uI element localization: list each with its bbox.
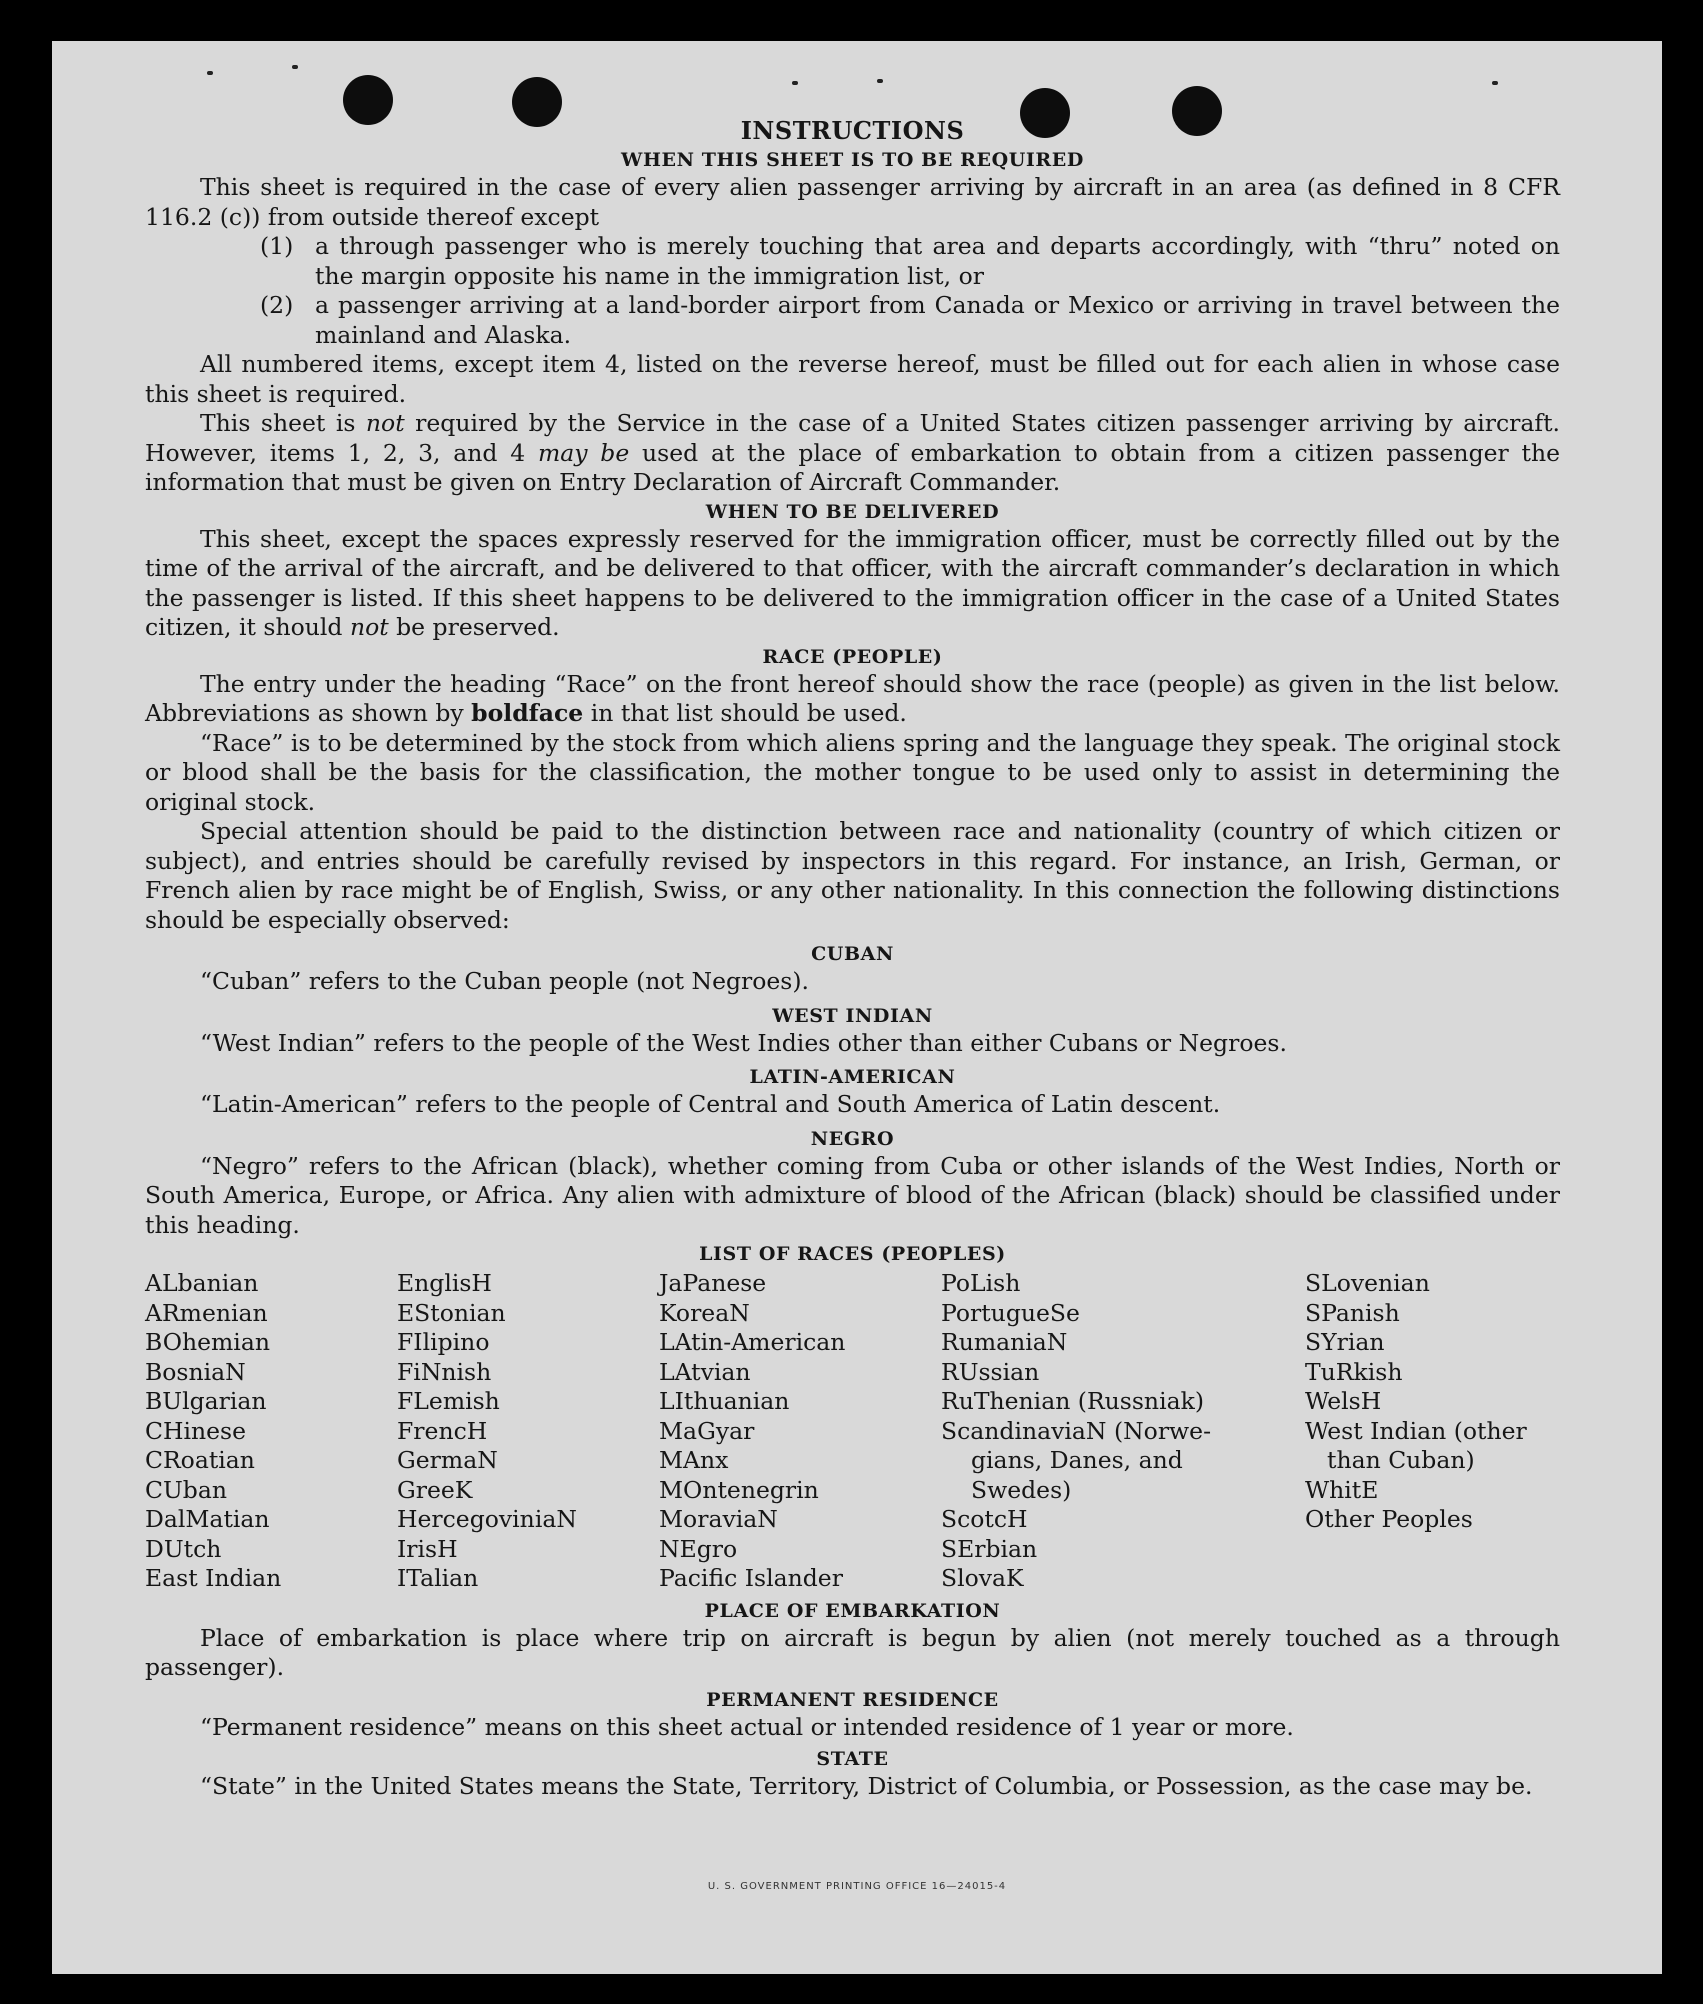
race-entry: EnglisH — [397, 1269, 492, 1297]
race-entry: RuThenian (Russniak) — [941, 1387, 1204, 1415]
race-entry: PoLish — [941, 1269, 1021, 1297]
paragraph-race-entry: The entry under the heading “Race” on the front hereof should show the race (people) as given in the list below. Abbreviations as shown by boldface in that list should be used. — [145, 669, 1560, 727]
heading-when-delivered: WHEN TO BE DELIVERED — [705, 500, 1000, 523]
race-entry: SPanish — [1305, 1298, 1400, 1327]
race-entry: HercegoviniaN — [397, 1505, 577, 1533]
race-entry-continued: than Cuban) — [1327, 1446, 1475, 1474]
race-entry: BOhemian — [145, 1328, 270, 1356]
race-column — [1305, 1269, 1560, 1594]
heading-cuban: CUBAN — [811, 943, 894, 965]
race-entry: GreeK — [397, 1475, 473, 1504]
item-text: a passenger arriving at a land-border airport from Canada or Mexico or arriving in travel between the mainland and Alaska. — [315, 291, 1560, 349]
paragraph-delivery: This sheet, except the spaces expressly reserved for the immigration officer, must be correctly filled out by the time of the arrival of the aircraft, and be delivered to that officer, with the aircraft commander’s declaration in which the passenger is listed. If this sheet happens to be delivered to the immigration officer in the case of a United States citizen, it should not be preserved. — [145, 524, 1560, 641]
heading-list-of-races: LIST OF RACES (PEOPLES) — [699, 1243, 1006, 1265]
paragraph-required-intro: This sheet is required in the case of every alien passenger arriving by aircraft in an area (as defined in 8 CFR 116.2 (c)) from outside thereof except — [145, 173, 1560, 231]
race-entry-continued: Swedes) — [971, 1475, 1072, 1504]
race-entry: TuRkish — [1305, 1357, 1403, 1386]
race-entry: West Indian (other — [1305, 1416, 1527, 1445]
race-entry: East Indian — [145, 1564, 282, 1592]
race-entry: FLemish — [397, 1387, 500, 1415]
exception-item — [145, 232, 1560, 291]
heading-permanent-residence: PERMANENT RESIDENCE — [706, 1688, 999, 1711]
race-entry: FIlipino — [397, 1328, 490, 1356]
race-entry: BosniaN — [145, 1357, 246, 1386]
race-entry: IrisH — [397, 1534, 458, 1563]
printer-imprint: U. S. GOVERNMENT PRINTING OFFICE 16—24015-4 — [707, 1881, 1007, 1892]
race-entry: FrencH — [397, 1416, 488, 1445]
item-number: (2) — [260, 291, 294, 319]
race-entry: LAtin-American — [659, 1328, 846, 1356]
exception-item — [145, 291, 1560, 350]
race-entry: ScandinaviaN (Norwe- — [941, 1416, 1212, 1445]
race-entry: LIthuanian — [659, 1387, 790, 1415]
race-entry: MAnx — [659, 1446, 729, 1474]
race-entry: CUban — [145, 1475, 227, 1504]
race-entry: RUssian — [941, 1357, 1040, 1386]
heading-latin-american: LATIN-AMERICAN — [749, 1066, 956, 1088]
race-list — [145, 1269, 1560, 1594]
speck — [292, 65, 298, 69]
race-column — [659, 1269, 941, 1594]
race-entry: SYrian — [1305, 1328, 1385, 1356]
speck — [207, 71, 213, 75]
race-column — [145, 1269, 397, 1594]
paragraph-race-stock: “Race” is to be determined by the stock from which aliens spring and the language they speak. The original stock or blood shall be the basis for the classification, the mother tongue to be used only to assist in determining the original stock. — [145, 728, 1560, 816]
race-entry: JaPanese — [659, 1269, 767, 1297]
heading-state: STATE — [816, 1748, 889, 1770]
speck — [1492, 81, 1498, 85]
instructions-content — [145, 116, 1560, 1802]
race-entry: ITalian — [397, 1564, 479, 1592]
item-text: a through passenger who is merely touching that area and departs accordingly, with “thru” noted on the margin opposite his name in the immigration list, or — [315, 232, 1560, 290]
race-entry: CHinese — [145, 1416, 246, 1445]
speck — [877, 79, 883, 83]
paragraph-citizen: This sheet is not required by the Service in the case of a United States citizen passenger arriving by aircraft. However, items 1, 2, 3, and 4 may be used at the place of embarkation to obtain from a citizen passenger the information that must be given on Entry Declaration of Aircraft Commander. — [145, 409, 1561, 496]
race-entry: PortugueSe — [941, 1298, 1080, 1327]
race-entry: ALbanian — [145, 1269, 259, 1297]
race-entry: DalMatian — [145, 1505, 270, 1533]
race-entry-continued: gians, Danes, and — [971, 1446, 1183, 1474]
race-entry: LAtvian — [659, 1357, 751, 1386]
race-entry: BUlgarian — [145, 1387, 267, 1415]
race-entry: MaGyar — [659, 1416, 755, 1445]
speck — [792, 81, 798, 85]
document-sheet — [52, 41, 1662, 1974]
race-column — [397, 1269, 659, 1594]
paragraph-permanent-residence: “Permanent residence” means on this sheet actual or intended residence of 1 year or more. — [200, 1712, 1294, 1741]
race-entry: MoraviaN — [659, 1505, 778, 1533]
race-entry: RumaniaN — [941, 1328, 1068, 1356]
race-entry: NEgro — [659, 1534, 738, 1563]
race-entry: KoreaN — [659, 1298, 750, 1327]
paragraph-latin-american: “Latin-American” refers to the people of Central and South America of Latin descent. — [200, 1090, 1221, 1118]
race-entry: DUtch — [145, 1534, 222, 1563]
race-entry: WelsH — [1305, 1387, 1382, 1415]
race-entry: SlovaK — [941, 1564, 1024, 1592]
paragraph-west-indian: “West Indian” refers to the people of the West Indies other than either Cubans or Negroes. — [200, 1028, 1287, 1057]
race-entry: ARmenian — [145, 1298, 268, 1327]
heading-negro: NEGRO — [810, 1127, 895, 1150]
paragraph-race-nationality: Special attention should be paid to the distinction between race and nationality (country of which citizen or subject), and entries should be carefully revised by inspectors in this regard. For instance, an Irish, German, or French alien by race might be of English, Swiss, or any other nationality. In this connection the following distinctions should be especially observed: — [145, 817, 1560, 934]
paragraph-embarkation: Place of embarkation is place where trip on aircraft is begun by alien (not merely touched as a through passenger). — [145, 1623, 1560, 1681]
race-entry: MOntenegrin — [659, 1475, 819, 1504]
race-entry: SLovenian — [1305, 1269, 1430, 1297]
race-entry: Other Peoples — [1305, 1505, 1473, 1533]
race-entry: Pacific Islander — [659, 1564, 843, 1592]
race-entry: CRoatian — [145, 1446, 255, 1474]
heading-west-indian: WEST INDIAN — [772, 1004, 933, 1027]
race-entry: FiNnish — [397, 1357, 492, 1386]
paragraph-negro: “Negro” refers to the African (black), whether coming from Cuba or other islands of the West Indies, North or South America, Europe, or Africa. Any alien with admixture of blood of the African (black) should be classified under this heading. — [145, 1151, 1560, 1239]
paragraph-numbered-items: All numbered items, except item 4, listed on the reverse hereof, must be filled out for each alien in whose case this sheet is required. — [145, 350, 1560, 408]
heading-race: RACE (PEOPLE) — [762, 645, 943, 668]
race-entry: SErbian — [941, 1534, 1038, 1563]
page-title: INSTRUCTIONS — [740, 116, 965, 145]
heading-embarkation: PLACE OF EMBARKATION — [704, 1599, 1001, 1622]
item-number: (1) — [260, 232, 294, 260]
paragraph-state: “State” in the United States means the State, Territory, District of Columbia, or Possession, as the case may be. — [200, 1772, 1533, 1800]
heading-when-required: WHEN THIS SHEET IS TO BE REQUIRED — [621, 149, 1084, 171]
race-entry: EStonian — [397, 1298, 506, 1327]
race-entry: ScotcH — [941, 1505, 1028, 1533]
race-entry: GermaN — [397, 1446, 498, 1474]
paragraph-cuban: “Cuban” refers to the Cuban people (not Negroes). — [200, 967, 810, 995]
race-entry: WhitE — [1305, 1475, 1379, 1504]
race-column — [941, 1269, 1305, 1594]
